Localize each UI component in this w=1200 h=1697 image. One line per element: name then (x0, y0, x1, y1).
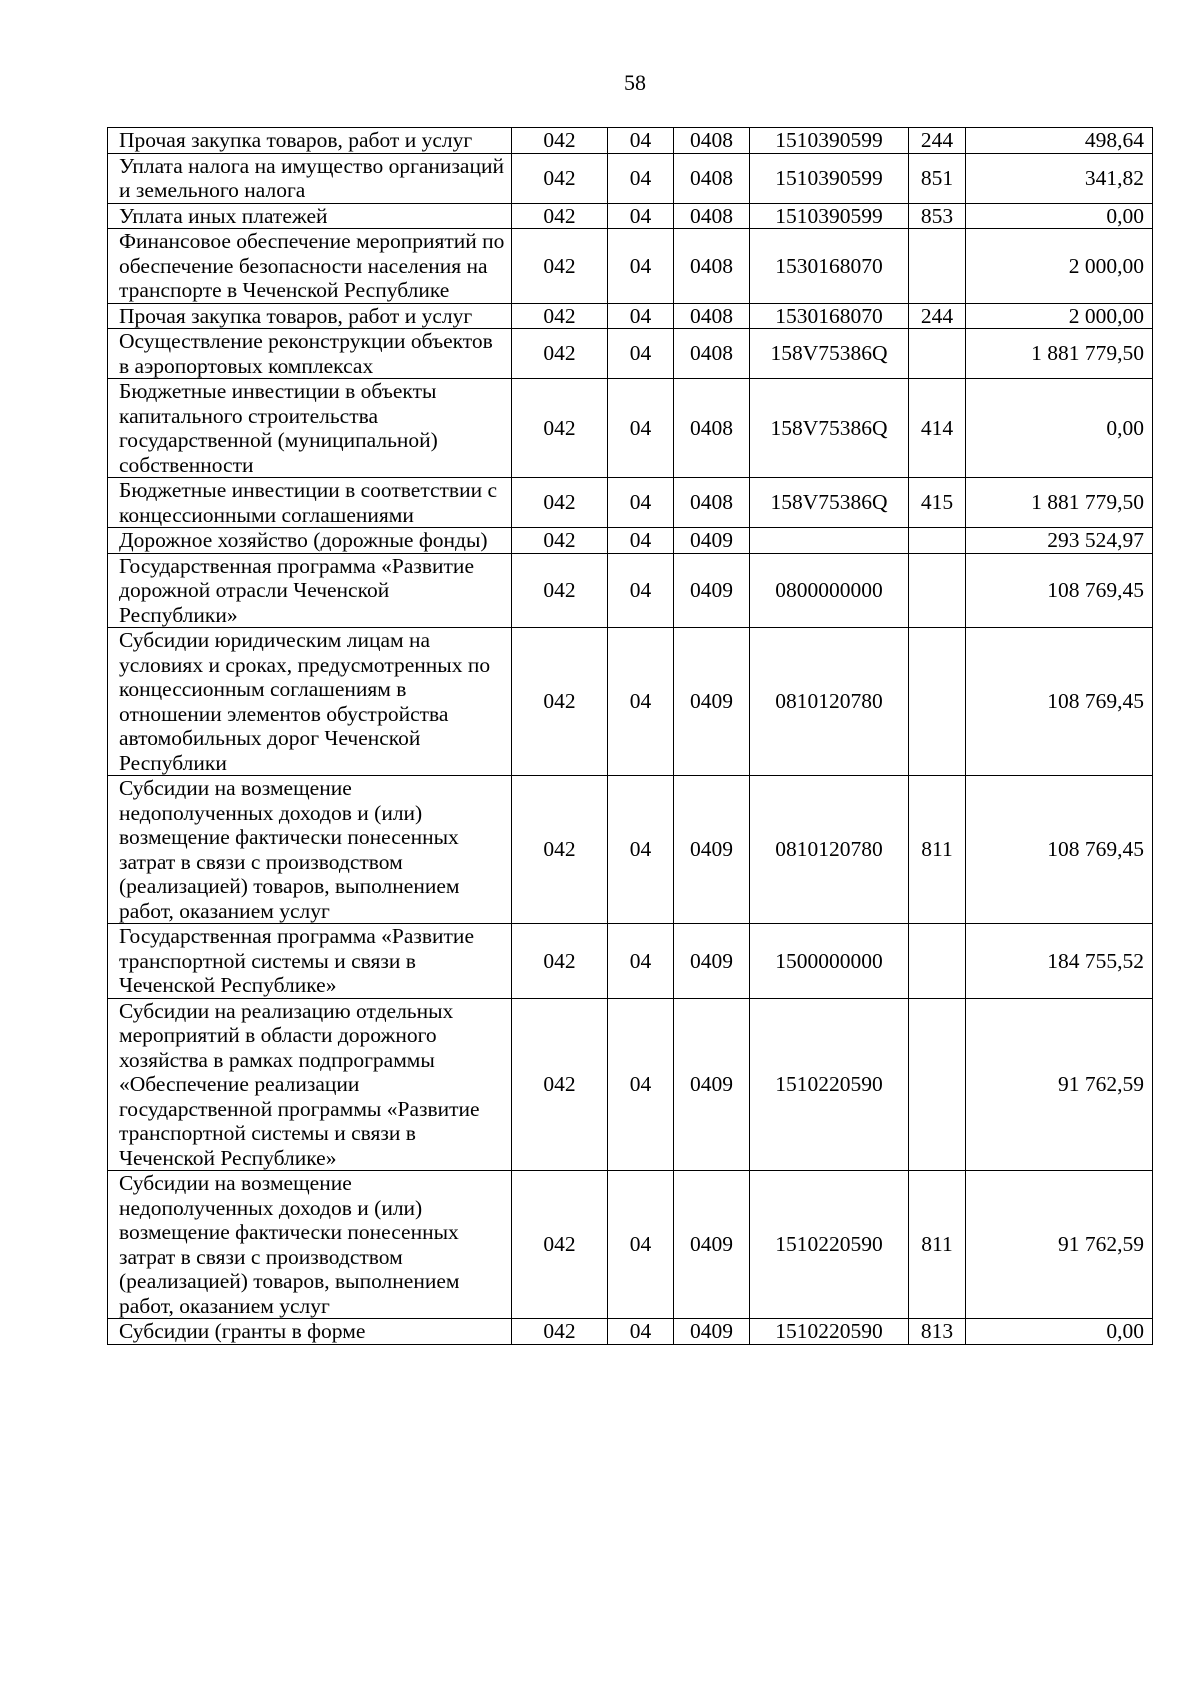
ministry-code-cell: 042 (512, 379, 608, 478)
row-name-cell: Субсидии на возмещение недополученных доходов и (или) возмещение фактически понесенных затрат в связи с производством (реализацией) товаров, выполнением работ, оказанием услуг (108, 1171, 512, 1319)
subsection-code-cell: 0409 (674, 776, 750, 924)
ministry-code-cell: 042 (512, 924, 608, 999)
row-name-cell: Уплата налога на имущество организаций и земельного налога (108, 153, 512, 203)
target-article-cell: 158V75386Q (750, 379, 909, 478)
expense-type-cell (909, 229, 966, 304)
subsection-code-cell: 0409 (674, 628, 750, 776)
table-row (108, 303, 1153, 329)
target-article-cell: 1510390599 (750, 153, 909, 203)
expense-type-cell: 414 (909, 379, 966, 478)
target-article-cell: 0810120780 (750, 628, 909, 776)
expense-type-cell (909, 553, 966, 628)
subsection-code-cell: 0408 (674, 203, 750, 229)
section-code-cell: 04 (608, 229, 674, 304)
table-row (108, 1319, 1153, 1345)
row-name-cell: Государственная программа «Развитие дорожной отрасли Чеченской Республики» (108, 553, 512, 628)
ministry-code-cell: 042 (512, 128, 608, 154)
section-code-cell: 04 (608, 478, 674, 528)
expense-type-cell: 811 (909, 1171, 966, 1319)
amount-cell: 0,00 (966, 203, 1153, 229)
target-article-cell: 1530168070 (750, 303, 909, 329)
section-code-cell: 04 (608, 553, 674, 628)
table-row (108, 1171, 1153, 1319)
target-article-cell: 1510390599 (750, 128, 909, 154)
ministry-code-cell: 042 (512, 628, 608, 776)
amount-cell: 184 755,52 (966, 924, 1153, 999)
subsection-code-cell: 0408 (674, 153, 750, 203)
target-article-cell: 1530168070 (750, 229, 909, 304)
section-code-cell: 04 (608, 998, 674, 1171)
table-row (108, 998, 1153, 1171)
target-article-cell: 158V75386Q (750, 478, 909, 528)
row-name-cell: Бюджетные инвестиции в объекты капитального строительства государственной (муниципальной) собственности (108, 379, 512, 478)
expense-type-cell: 244 (909, 128, 966, 154)
ministry-code-cell: 042 (512, 776, 608, 924)
subsection-code-cell: 0409 (674, 528, 750, 554)
subsection-code-cell: 0408 (674, 303, 750, 329)
expense-type-cell: 853 (909, 203, 966, 229)
budget-table (107, 127, 1153, 1345)
section-code-cell: 04 (608, 1319, 674, 1345)
table-row (108, 128, 1153, 154)
table-row (108, 924, 1153, 999)
amount-cell: 91 762,59 (966, 998, 1153, 1171)
target-article-cell: 1510390599 (750, 203, 909, 229)
section-code-cell: 04 (608, 924, 674, 999)
expense-type-cell: 813 (909, 1319, 966, 1345)
section-code-cell: 04 (608, 153, 674, 203)
ministry-code-cell: 042 (512, 478, 608, 528)
row-name-cell: Прочая закупка товаров, работ и услуг (108, 128, 512, 154)
target-article-cell: 1510220590 (750, 998, 909, 1171)
expense-type-cell: 244 (909, 303, 966, 329)
section-code-cell: 04 (608, 203, 674, 229)
row-name-cell: Субсидии юридическим лицам на условиях и сроках, предусмотренных по концессионным соглашениям в отношении элементов обустройства автомобильных дорог Чеченской Республики (108, 628, 512, 776)
ministry-code-cell: 042 (512, 203, 608, 229)
ministry-code-cell: 042 (512, 528, 608, 554)
subsection-code-cell: 0409 (674, 1319, 750, 1345)
expense-type-cell (909, 628, 966, 776)
ministry-code-cell: 042 (512, 229, 608, 304)
section-code-cell: 04 (608, 776, 674, 924)
amount-cell: 108 769,45 (966, 628, 1153, 776)
table-row (108, 553, 1153, 628)
amount-cell: 1 881 779,50 (966, 478, 1153, 528)
amount-cell: 2 000,00 (966, 229, 1153, 304)
section-code-cell: 04 (608, 528, 674, 554)
amount-cell: 341,82 (966, 153, 1153, 203)
target-article-cell (750, 528, 909, 554)
row-name-cell: Осуществление реконструкции объектов в аэропортовых комплексах (108, 329, 512, 379)
ministry-code-cell: 042 (512, 1171, 608, 1319)
amount-cell: 293 524,97 (966, 528, 1153, 554)
ministry-code-cell: 042 (512, 303, 608, 329)
section-code-cell: 04 (608, 1171, 674, 1319)
row-name-cell: Прочая закупка товаров, работ и услуг (108, 303, 512, 329)
subsection-code-cell: 0408 (674, 128, 750, 154)
row-name-cell: Уплата иных платежей (108, 203, 512, 229)
section-code-cell: 04 (608, 303, 674, 329)
ministry-code-cell: 042 (512, 329, 608, 379)
subsection-code-cell: 0408 (674, 379, 750, 478)
target-article-cell: 0810120780 (750, 776, 909, 924)
subsection-code-cell: 0408 (674, 478, 750, 528)
expense-type-cell: 811 (909, 776, 966, 924)
table-row (108, 203, 1153, 229)
table-row (108, 628, 1153, 776)
subsection-code-cell: 0409 (674, 998, 750, 1171)
ministry-code-cell: 042 (512, 553, 608, 628)
row-name-cell: Государственная программа «Развитие транспортной системы и связи в Чеченской Республике» (108, 924, 512, 999)
expense-type-cell: 415 (909, 478, 966, 528)
target-article-cell: 1510220590 (750, 1319, 909, 1345)
table-row (108, 528, 1153, 554)
subsection-code-cell: 0408 (674, 229, 750, 304)
row-name-cell: Финансовое обеспечение мероприятий по обеспечение безопасности населения на транспорте в Чеченской Республике (108, 229, 512, 304)
amount-cell: 0,00 (966, 1319, 1153, 1345)
expense-type-cell (909, 329, 966, 379)
expense-type-cell: 851 (909, 153, 966, 203)
section-code-cell: 04 (608, 379, 674, 478)
amount-cell: 91 762,59 (966, 1171, 1153, 1319)
page-number: 58 (624, 70, 646, 95)
table-row (108, 329, 1153, 379)
target-article-cell: 0800000000 (750, 553, 909, 628)
amount-cell: 108 769,45 (966, 553, 1153, 628)
expense-type-cell (909, 528, 966, 554)
section-code-cell: 04 (608, 329, 674, 379)
amount-cell: 2 000,00 (966, 303, 1153, 329)
table-row (108, 379, 1153, 478)
subsection-code-cell: 0409 (674, 553, 750, 628)
table-body (108, 128, 1153, 1345)
table-row (108, 776, 1153, 924)
ministry-code-cell: 042 (512, 1319, 608, 1345)
section-code-cell: 04 (608, 128, 674, 154)
amount-cell: 108 769,45 (966, 776, 1153, 924)
row-name-cell: Субсидии на реализацию отдельных мероприятий в области дорожного хозяйства в рамках подпрограммы «Обеспечение реализации государственной программы «Развитие транспортной системы и связи в Чеченской Республике» (108, 998, 512, 1171)
target-article-cell: 1500000000 (750, 924, 909, 999)
subsection-code-cell: 0409 (674, 1171, 750, 1319)
row-name-cell: Дорожное хозяйство (дорожные фонды) (108, 528, 512, 554)
ministry-code-cell: 042 (512, 153, 608, 203)
row-name-cell: Субсидии (гранты в форме (108, 1319, 512, 1345)
subsection-code-cell: 0409 (674, 924, 750, 999)
subsection-code-cell: 0408 (674, 329, 750, 379)
amount-cell: 1 881 779,50 (966, 329, 1153, 379)
expense-type-cell (909, 924, 966, 999)
target-article-cell: 158V75386Q (750, 329, 909, 379)
target-article-cell: 1510220590 (750, 1171, 909, 1319)
row-name-cell: Бюджетные инвестиции в соответствии с концессионными соглашениями (108, 478, 512, 528)
table-row (108, 229, 1153, 304)
amount-cell: 498,64 (966, 128, 1153, 154)
ministry-code-cell: 042 (512, 998, 608, 1171)
table-row (108, 478, 1153, 528)
row-name-cell: Субсидии на возмещение недополученных доходов и (или) возмещение фактически понесенных затрат в связи с производством (реализацией) товаров, выполнением работ, оказанием услуг (108, 776, 512, 924)
table-row (108, 153, 1153, 203)
section-code-cell: 04 (608, 628, 674, 776)
expense-type-cell (909, 998, 966, 1171)
amount-cell: 0,00 (966, 379, 1153, 478)
